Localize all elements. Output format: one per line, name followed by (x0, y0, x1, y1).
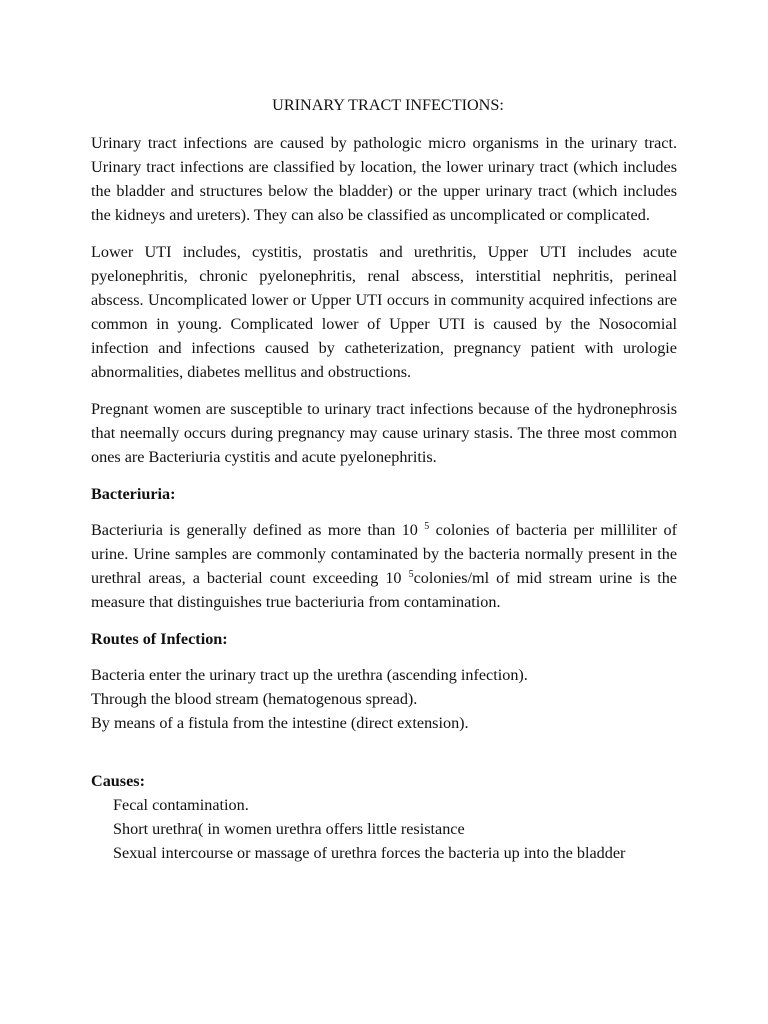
document-page (91, 93, 677, 865)
routes-list (91, 663, 677, 735)
cause-item: Sexual intercourse or massage of urethra forces the bacteria up into the bladder (113, 844, 626, 862)
route-line: Bacteria enter the urinary tract up the urethra (ascending infection). (91, 666, 528, 684)
bacteriuria-text-2: colonies of bacteria per milliliter of urine. Urine samples are commonly contaminated by the bacteria normally present in the urethral areas, a bacterial count exceeding 10 (91, 521, 677, 587)
route-line: Through the blood stream (hematogenous spread). (91, 690, 418, 708)
paragraph-pregnancy: Pregnant women are susceptible to urinary tract infections because of the hydronephrosis that neemally occurs during pregnancy may cause urinary stasis. The three most common ones are Bacteriuria cystitis and acute pyelonephritis. (91, 400, 677, 466)
bacteriuria-text-1: Bacteriuria is generally defined as more than 10 (91, 521, 425, 539)
causes-list (91, 793, 677, 865)
cause-item: Short urethra( in women urethra offers little resistance (113, 820, 465, 838)
superscript-exponent: 5 (424, 521, 430, 532)
document-title: URINARY TRACT INFECTIONS: (272, 96, 504, 114)
superscript-exponent: 5 (408, 569, 414, 580)
routes-heading: Routes of Infection: (91, 630, 228, 648)
paragraph-classification: Lower UTI includes, cystitis, prostatis and urethritis, Upper UTI includes acute pyelonephritis, chronic pyelonephritis, renal abscess, interstitial nephritis, perineal abscess. Uncomplicated lower or Upper UTI occurs in community acquired infections are common in young. Complicated lower of Upper UTI is caused by the Nosocomial infection and infections caused by catheterization, pregnancy patient with urologie abnormalities, diabetes mellitus and obstructions. (91, 243, 677, 381)
bacteriuria-text-3: colonies/ml of mid stream urine is the measure that distinguishes true bacteriuria from contamination. (91, 569, 677, 611)
paragraph-bacteriuria (91, 518, 677, 614)
paragraph-intro: Urinary tract infections are caused by pathologic micro organisms in the urinary tract. Urinary tract infections are classified by location, the lower urinary tract (which includes the bladder and structures below the bladder) or the upper urinary tract (which includes the kidneys and ureters). They can also be classified as uncomplicated or complicated. (91, 134, 677, 224)
causes-heading: Causes: (91, 772, 145, 790)
route-line: By means of a fistula from the intestine (direct extension). (91, 714, 469, 732)
cause-item: Fecal contamination. (113, 796, 249, 814)
bacteriuria-heading: Bacteriuria: (91, 485, 176, 503)
